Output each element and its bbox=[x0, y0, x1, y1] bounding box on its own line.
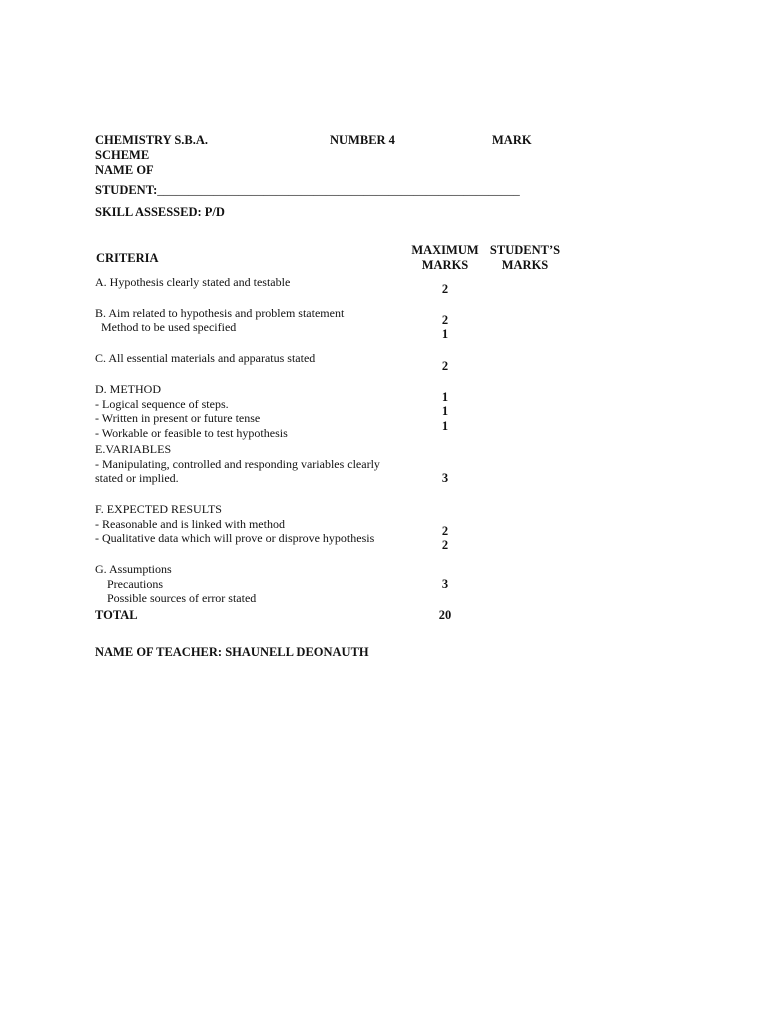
criterion-d-workable: - Workable or feasible to test hypothesis bbox=[95, 426, 288, 440]
max-marks-header-line2: MARKS bbox=[421, 258, 469, 272]
mark-b-method: 1 bbox=[441, 327, 449, 341]
mark-b-aim: 2 bbox=[441, 313, 449, 327]
student-name-field[interactable] bbox=[95, 183, 520, 197]
mark-e: 3 bbox=[441, 471, 449, 485]
criterion-f-title: F. EXPECTED RESULTS bbox=[95, 502, 222, 516]
criterion-b-aim: B. Aim related to hypothesis and problem statement bbox=[95, 306, 345, 320]
student-marks-header-line1: STUDENT’S bbox=[489, 243, 561, 257]
mark-c: 2 bbox=[441, 359, 449, 373]
sba-number: NUMBER 4 bbox=[330, 133, 395, 147]
criterion-e-title: E.VARIABLES bbox=[95, 442, 172, 456]
mark-g: 3 bbox=[441, 577, 449, 591]
document-title: CHEMISTRY S.B.A. bbox=[95, 133, 209, 147]
name-of-label: NAME OF bbox=[95, 163, 154, 177]
mark-f-qualitative: 2 bbox=[441, 538, 449, 552]
teacher-name: NAME OF TEACHER: SHAUNELL DEONAUTH bbox=[95, 645, 369, 659]
criterion-c: C. All essential materials and apparatus stated bbox=[95, 351, 316, 365]
criteria-header: CRITERIA bbox=[96, 251, 159, 265]
student-marks-header-line2: MARKS bbox=[501, 258, 549, 272]
criterion-e-stated: stated or implied. bbox=[95, 471, 179, 485]
criterion-d-tense: - Written in present or future tense bbox=[95, 411, 261, 425]
student-label: STUDENT: bbox=[95, 183, 158, 197]
mark-f-reasonable: 2 bbox=[441, 524, 449, 538]
scheme-label: SCHEME bbox=[95, 148, 150, 162]
max-marks-header-line1: MAXIMUM bbox=[411, 243, 479, 257]
skill-assessed: SKILL ASSESSED: P/D bbox=[95, 205, 225, 219]
criterion-f-qualitative: - Qualitative data which will prove or disprove hypothesis bbox=[95, 531, 375, 545]
mark-d-logical: 1 bbox=[441, 390, 449, 404]
criterion-g-errors: Possible sources of error stated bbox=[107, 591, 257, 605]
mark-d-tense: 1 bbox=[441, 404, 449, 418]
criterion-a: A. Hypothesis clearly stated and testable bbox=[95, 275, 291, 289]
student-name-line: __________________________________________________________ bbox=[157, 183, 520, 197]
criterion-f-reasonable: - Reasonable and is linked with method bbox=[95, 517, 285, 531]
criterion-d-logical: - Logical sequence of steps. bbox=[95, 397, 229, 411]
mark-label: MARK bbox=[492, 133, 532, 147]
mark-d-workable: 1 bbox=[441, 419, 449, 433]
total-value: 20 bbox=[438, 608, 452, 622]
criterion-g-precautions: Precautions bbox=[107, 577, 163, 591]
criterion-d-title: D. METHOD bbox=[95, 382, 161, 396]
criterion-b-method: Method to be used specified bbox=[101, 320, 237, 334]
criterion-g-title: G. Assumptions bbox=[95, 562, 172, 576]
criterion-e-variables: - Manipulating, controlled and responding variables clearly bbox=[95, 457, 380, 471]
total-label: TOTAL bbox=[95, 608, 138, 622]
mark-a: 2 bbox=[441, 282, 449, 296]
